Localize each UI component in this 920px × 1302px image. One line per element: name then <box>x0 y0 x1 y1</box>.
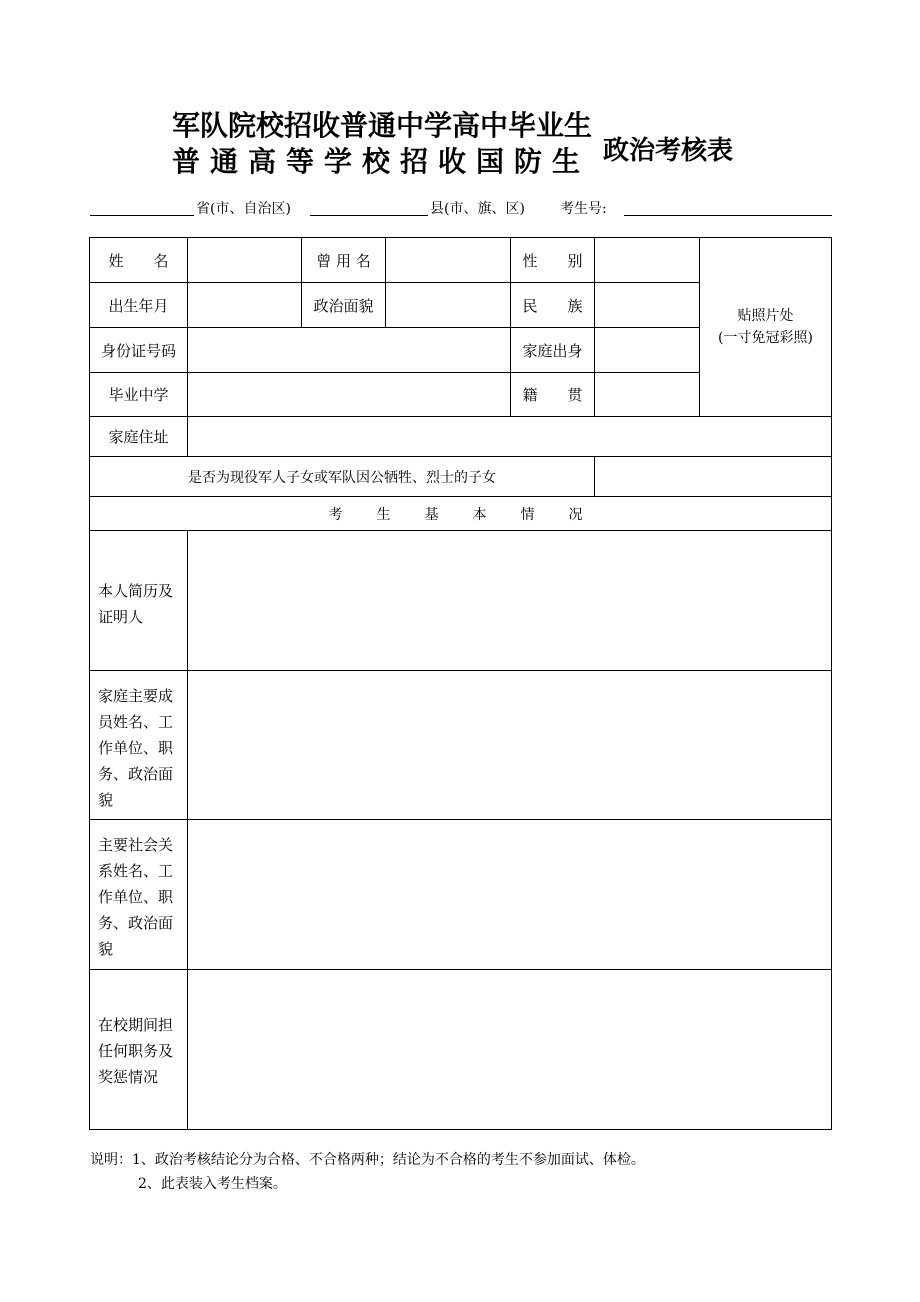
birth-field[interactable] <box>188 283 301 327</box>
name-field[interactable] <box>188 238 301 282</box>
social-relations-label: 主要社会关系姓名、工作单位、职务、政治面貌 <box>98 836 174 958</box>
title-suffix: 政治考核表 <box>603 136 734 166</box>
gender-label: 性 别 <box>522 251 583 270</box>
graduated-school-label: 毕业中学 <box>108 386 169 404</box>
native-place-label: 籍 贯 <box>522 386 583 404</box>
political-status-field[interactable] <box>386 283 510 327</box>
home-address-field[interactable] <box>188 417 831 456</box>
title-block <box>0 108 920 188</box>
birth-label: 出生年月 <box>108 296 169 315</box>
school-duties-field[interactable] <box>188 970 831 1129</box>
province-blank[interactable] <box>90 215 194 216</box>
title-line-2: 普通高等学校招收国防生 <box>172 145 591 178</box>
county-blank[interactable] <box>310 215 428 216</box>
military-child-label: 是否为现役军人子女或军队因公牺牲、烈士的子女 <box>188 469 496 486</box>
former-name-label: 曾 用 名 <box>316 251 371 270</box>
photo-label: 贴照片处 <box>737 308 794 324</box>
section-title: 考 生 基 本 情 况 <box>328 506 593 523</box>
note-1: 说明：1、政治考核结论分为合格、不合格两种；结论为不合格的考生不参加面试、体检。 <box>90 1152 645 1168</box>
notes <box>90 1148 645 1196</box>
title-left <box>172 108 592 180</box>
school-duties-label: 在校期间担任何职务及奖惩情况 <box>98 1016 174 1086</box>
title-line-1: 军队院校招收普通中学高中毕业生 <box>172 109 593 142</box>
family-origin-field[interactable] <box>595 328 699 372</box>
political-status-label: 政治面貌 <box>313 296 374 315</box>
province-label: 省(市、自治区) <box>196 201 291 217</box>
family-members-field[interactable] <box>188 671 831 819</box>
family-origin-label: 家庭出身 <box>522 341 583 360</box>
ethnicity-field[interactable] <box>595 283 699 327</box>
photo-area[interactable] <box>700 238 831 416</box>
social-relations-field[interactable] <box>188 820 831 969</box>
info-line <box>90 198 832 220</box>
id-number-label: 身份证号码 <box>100 341 176 360</box>
id-number-field[interactable] <box>188 328 510 372</box>
resume-label: 本人简历及证明人 <box>98 582 174 626</box>
native-place-field[interactable] <box>595 373 699 416</box>
county-label: 县(市、旗、区) <box>430 201 525 217</box>
political-review-form <box>89 237 832 1130</box>
exam-no-label: 考生号: <box>560 201 607 217</box>
note-2: 2、此表装入考生档案。 <box>138 1176 287 1192</box>
military-child-field[interactable] <box>595 457 831 496</box>
family-members-label: 家庭主要成员姓名、工作单位、职务、政治面貌 <box>98 687 174 809</box>
name-label: 姓 名 <box>108 251 169 270</box>
ethnicity-label: 民 族 <box>522 296 583 315</box>
resume-field[interactable] <box>188 531 831 670</box>
exam-no-blank[interactable] <box>624 215 832 216</box>
former-name-field[interactable] <box>386 238 510 282</box>
photo-size-note: (一寸免冠彩照) <box>718 330 813 346</box>
graduated-school-field[interactable] <box>188 373 510 416</box>
home-address-label: 家庭住址 <box>108 428 169 446</box>
gender-field[interactable] <box>595 238 699 282</box>
